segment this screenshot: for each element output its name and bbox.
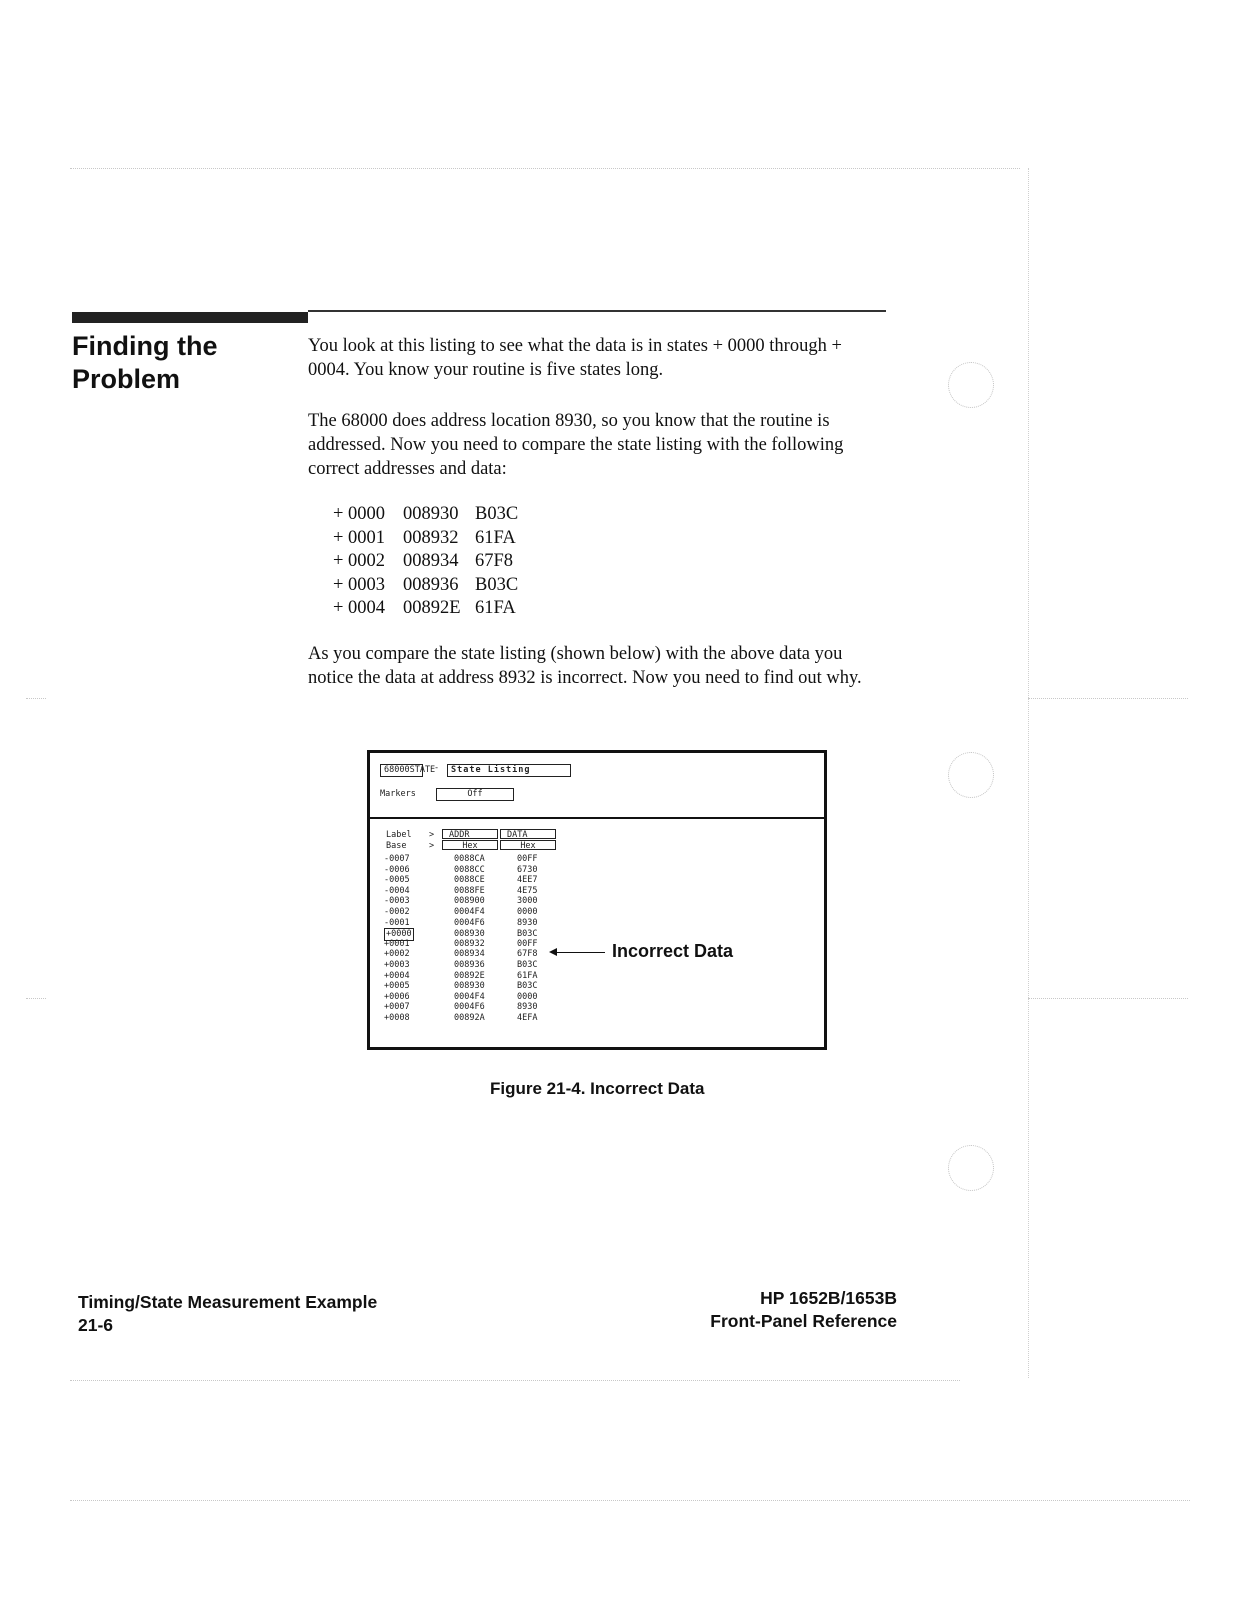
row-data: B03C bbox=[517, 929, 538, 940]
list-item bbox=[333, 550, 518, 574]
row-state: -0002 bbox=[384, 906, 410, 917]
table-row bbox=[382, 854, 557, 865]
row-data: 0000 bbox=[517, 906, 538, 917]
list-data: B03C bbox=[475, 504, 519, 524]
table-row bbox=[382, 865, 557, 876]
row-state: +0002 bbox=[384, 949, 410, 960]
row-state: +0004 bbox=[384, 970, 410, 981]
row-data: 6730 bbox=[517, 864, 538, 875]
analyzer-name-field: 68000STATE bbox=[380, 764, 423, 777]
row-state: -0004 bbox=[384, 885, 410, 896]
row-addr: 008930 bbox=[454, 929, 485, 940]
list-state: + 0004 bbox=[333, 598, 386, 618]
marked-state-box: +0000 bbox=[386, 929, 412, 940]
base-row-title: Base bbox=[386, 841, 407, 851]
list-state: + 0003 bbox=[333, 574, 386, 595]
paragraph-2: The 68000 does address location 8930, so you know that the routine is addressed. Now you need to compare the state listing with the following correct addresses and data: bbox=[308, 411, 844, 479]
table-row bbox=[382, 896, 557, 907]
row-addr: 008930 bbox=[454, 981, 485, 992]
list-address: 008934 bbox=[403, 551, 459, 571]
table-row bbox=[382, 1002, 557, 1013]
row-state: -0003 bbox=[384, 896, 410, 907]
list-item bbox=[333, 503, 518, 527]
footer-chapter-title: Timing/State Measurement Example bbox=[78, 1292, 378, 1312]
label-row-arrow: > bbox=[429, 830, 435, 840]
footer-right bbox=[710, 1287, 897, 1333]
list-item bbox=[333, 574, 518, 598]
footer-product-name: HP 1652B/1653B bbox=[760, 1288, 897, 1308]
section-rule-thin bbox=[308, 310, 886, 312]
list-item bbox=[333, 527, 518, 551]
row-addr: 008934 bbox=[454, 949, 485, 960]
row-state: -0006 bbox=[384, 864, 410, 875]
list-data: 61FA bbox=[475, 598, 516, 618]
table-row bbox=[382, 981, 557, 992]
list-data: B03C bbox=[475, 574, 519, 595]
row-data: B03C bbox=[517, 981, 538, 992]
row-state: -0007 bbox=[384, 854, 410, 864]
row-state: +0006 bbox=[384, 991, 410, 1002]
section-title-line-2: Problem bbox=[72, 364, 181, 394]
binder-hole-middle bbox=[948, 752, 994, 798]
table-row-marked bbox=[382, 928, 557, 939]
row-addr: 008900 bbox=[454, 896, 485, 907]
scan-artifact-top-line bbox=[70, 168, 1020, 169]
footer-manual-title: Front-Panel Reference bbox=[710, 1311, 897, 1331]
table-row bbox=[382, 992, 557, 1003]
row-data: 00FF bbox=[517, 854, 538, 864]
row-addr: 0088CE bbox=[454, 875, 485, 886]
row-state: +0008 bbox=[384, 1012, 410, 1023]
label-row-title: Label bbox=[386, 830, 412, 840]
base-row-arrow: > bbox=[429, 841, 435, 851]
table-row bbox=[382, 907, 557, 918]
scan-artifact-bottom-line bbox=[70, 1380, 960, 1381]
column-header-data: DATA bbox=[500, 829, 556, 839]
figure-caption: Figure 21-4. Incorrect Data bbox=[490, 1079, 705, 1098]
list-state: + 0001 bbox=[333, 527, 386, 548]
list-data: 61FA bbox=[475, 527, 516, 548]
table-row bbox=[382, 960, 557, 971]
table-row bbox=[382, 1013, 557, 1024]
section-title bbox=[72, 330, 282, 396]
binder-hole-top bbox=[948, 362, 994, 408]
paragraph-3: As you compare the state listing (shown below) with the above data you notice the data at address 8932 is incorrect. Now you need to find out why. bbox=[308, 644, 862, 688]
row-data: B03C bbox=[517, 959, 538, 970]
table-row bbox=[382, 971, 557, 982]
row-addr: 008936 bbox=[454, 959, 485, 970]
markers-label: Markers bbox=[380, 789, 416, 799]
scan-artifact-right-line-2 bbox=[1028, 998, 1188, 999]
row-addr: 0004F6 bbox=[454, 917, 485, 928]
markers-field: Off bbox=[436, 788, 514, 801]
binder-hole-bottom bbox=[948, 1145, 994, 1191]
callout-label: Incorrect Data bbox=[612, 941, 734, 961]
row-state: +0005 bbox=[384, 981, 410, 992]
row-addr: 0004F4 bbox=[454, 906, 485, 917]
row-state: -0001 bbox=[384, 917, 410, 928]
table-row bbox=[382, 949, 557, 960]
base-data-field: Hex bbox=[500, 840, 556, 850]
title-dash: - bbox=[434, 763, 440, 773]
row-data: 4E75 bbox=[517, 885, 538, 896]
row-data: 0000 bbox=[517, 991, 538, 1002]
footer-left bbox=[78, 1291, 377, 1337]
row-data: 67F8 bbox=[517, 949, 538, 960]
state-listing-rows bbox=[382, 854, 557, 1024]
row-state: +0001 bbox=[384, 938, 410, 949]
row-state: +0007 bbox=[384, 1002, 410, 1013]
list-address: 008930 bbox=[403, 504, 459, 524]
row-data: 4EFA bbox=[517, 1012, 538, 1023]
row-addr: 00892A bbox=[454, 1012, 485, 1023]
scan-artifact-left-mark-1 bbox=[26, 698, 46, 699]
column-header-addr: ADDR bbox=[442, 829, 498, 839]
correct-address-list bbox=[333, 503, 518, 621]
row-state: -0005 bbox=[384, 875, 410, 886]
list-state: + 0002 bbox=[333, 551, 386, 571]
paragraph-1: You look at this listing to see what the data is in states + 0000 through + 0004. You know your routine is five states long. bbox=[308, 336, 842, 380]
row-addr: 00892E bbox=[454, 970, 485, 981]
row-state: +0003 bbox=[384, 959, 410, 970]
section-title-line-1: Finding the bbox=[72, 331, 218, 361]
footer-page-number: 21-6 bbox=[78, 1315, 114, 1335]
state-listing-screen bbox=[367, 750, 827, 1050]
row-addr: 008932 bbox=[454, 938, 485, 949]
row-addr: 0004F6 bbox=[454, 1002, 485, 1013]
list-data: 67F8 bbox=[475, 551, 514, 571]
row-data: 61FA bbox=[517, 970, 538, 981]
table-row bbox=[382, 886, 557, 897]
row-addr: 0088FE bbox=[454, 885, 485, 896]
row-data: 00FF bbox=[517, 938, 538, 949]
base-addr-field: Hex bbox=[442, 840, 498, 850]
row-data: 4EE7 bbox=[517, 875, 538, 886]
list-address: 008936 bbox=[403, 574, 459, 595]
scan-artifact-left-mark-2 bbox=[26, 998, 46, 999]
table-row bbox=[382, 875, 557, 886]
screen-divider bbox=[370, 817, 824, 819]
table-row bbox=[382, 918, 557, 929]
list-item bbox=[333, 597, 518, 621]
row-data: 8930 bbox=[517, 1002, 538, 1013]
table-row bbox=[382, 939, 557, 950]
section-rule-thick bbox=[72, 312, 308, 323]
callout-line bbox=[555, 952, 605, 953]
scan-artifact-page-bottom bbox=[70, 1500, 1190, 1501]
row-addr: 0004F4 bbox=[454, 991, 485, 1002]
list-state: + 0000 bbox=[333, 504, 386, 524]
list-address: 00892E bbox=[403, 598, 461, 618]
scan-artifact-right-edge bbox=[1028, 168, 1029, 1378]
row-addr: 0088CC bbox=[454, 864, 485, 875]
row-data: 8930 bbox=[517, 917, 538, 928]
scan-artifact-right-line-1 bbox=[1028, 698, 1188, 699]
menu-name-field: State Listing bbox=[447, 764, 571, 777]
list-address: 008932 bbox=[403, 527, 459, 548]
row-addr: 0088CA bbox=[454, 854, 485, 864]
row-data: 3000 bbox=[517, 896, 538, 907]
